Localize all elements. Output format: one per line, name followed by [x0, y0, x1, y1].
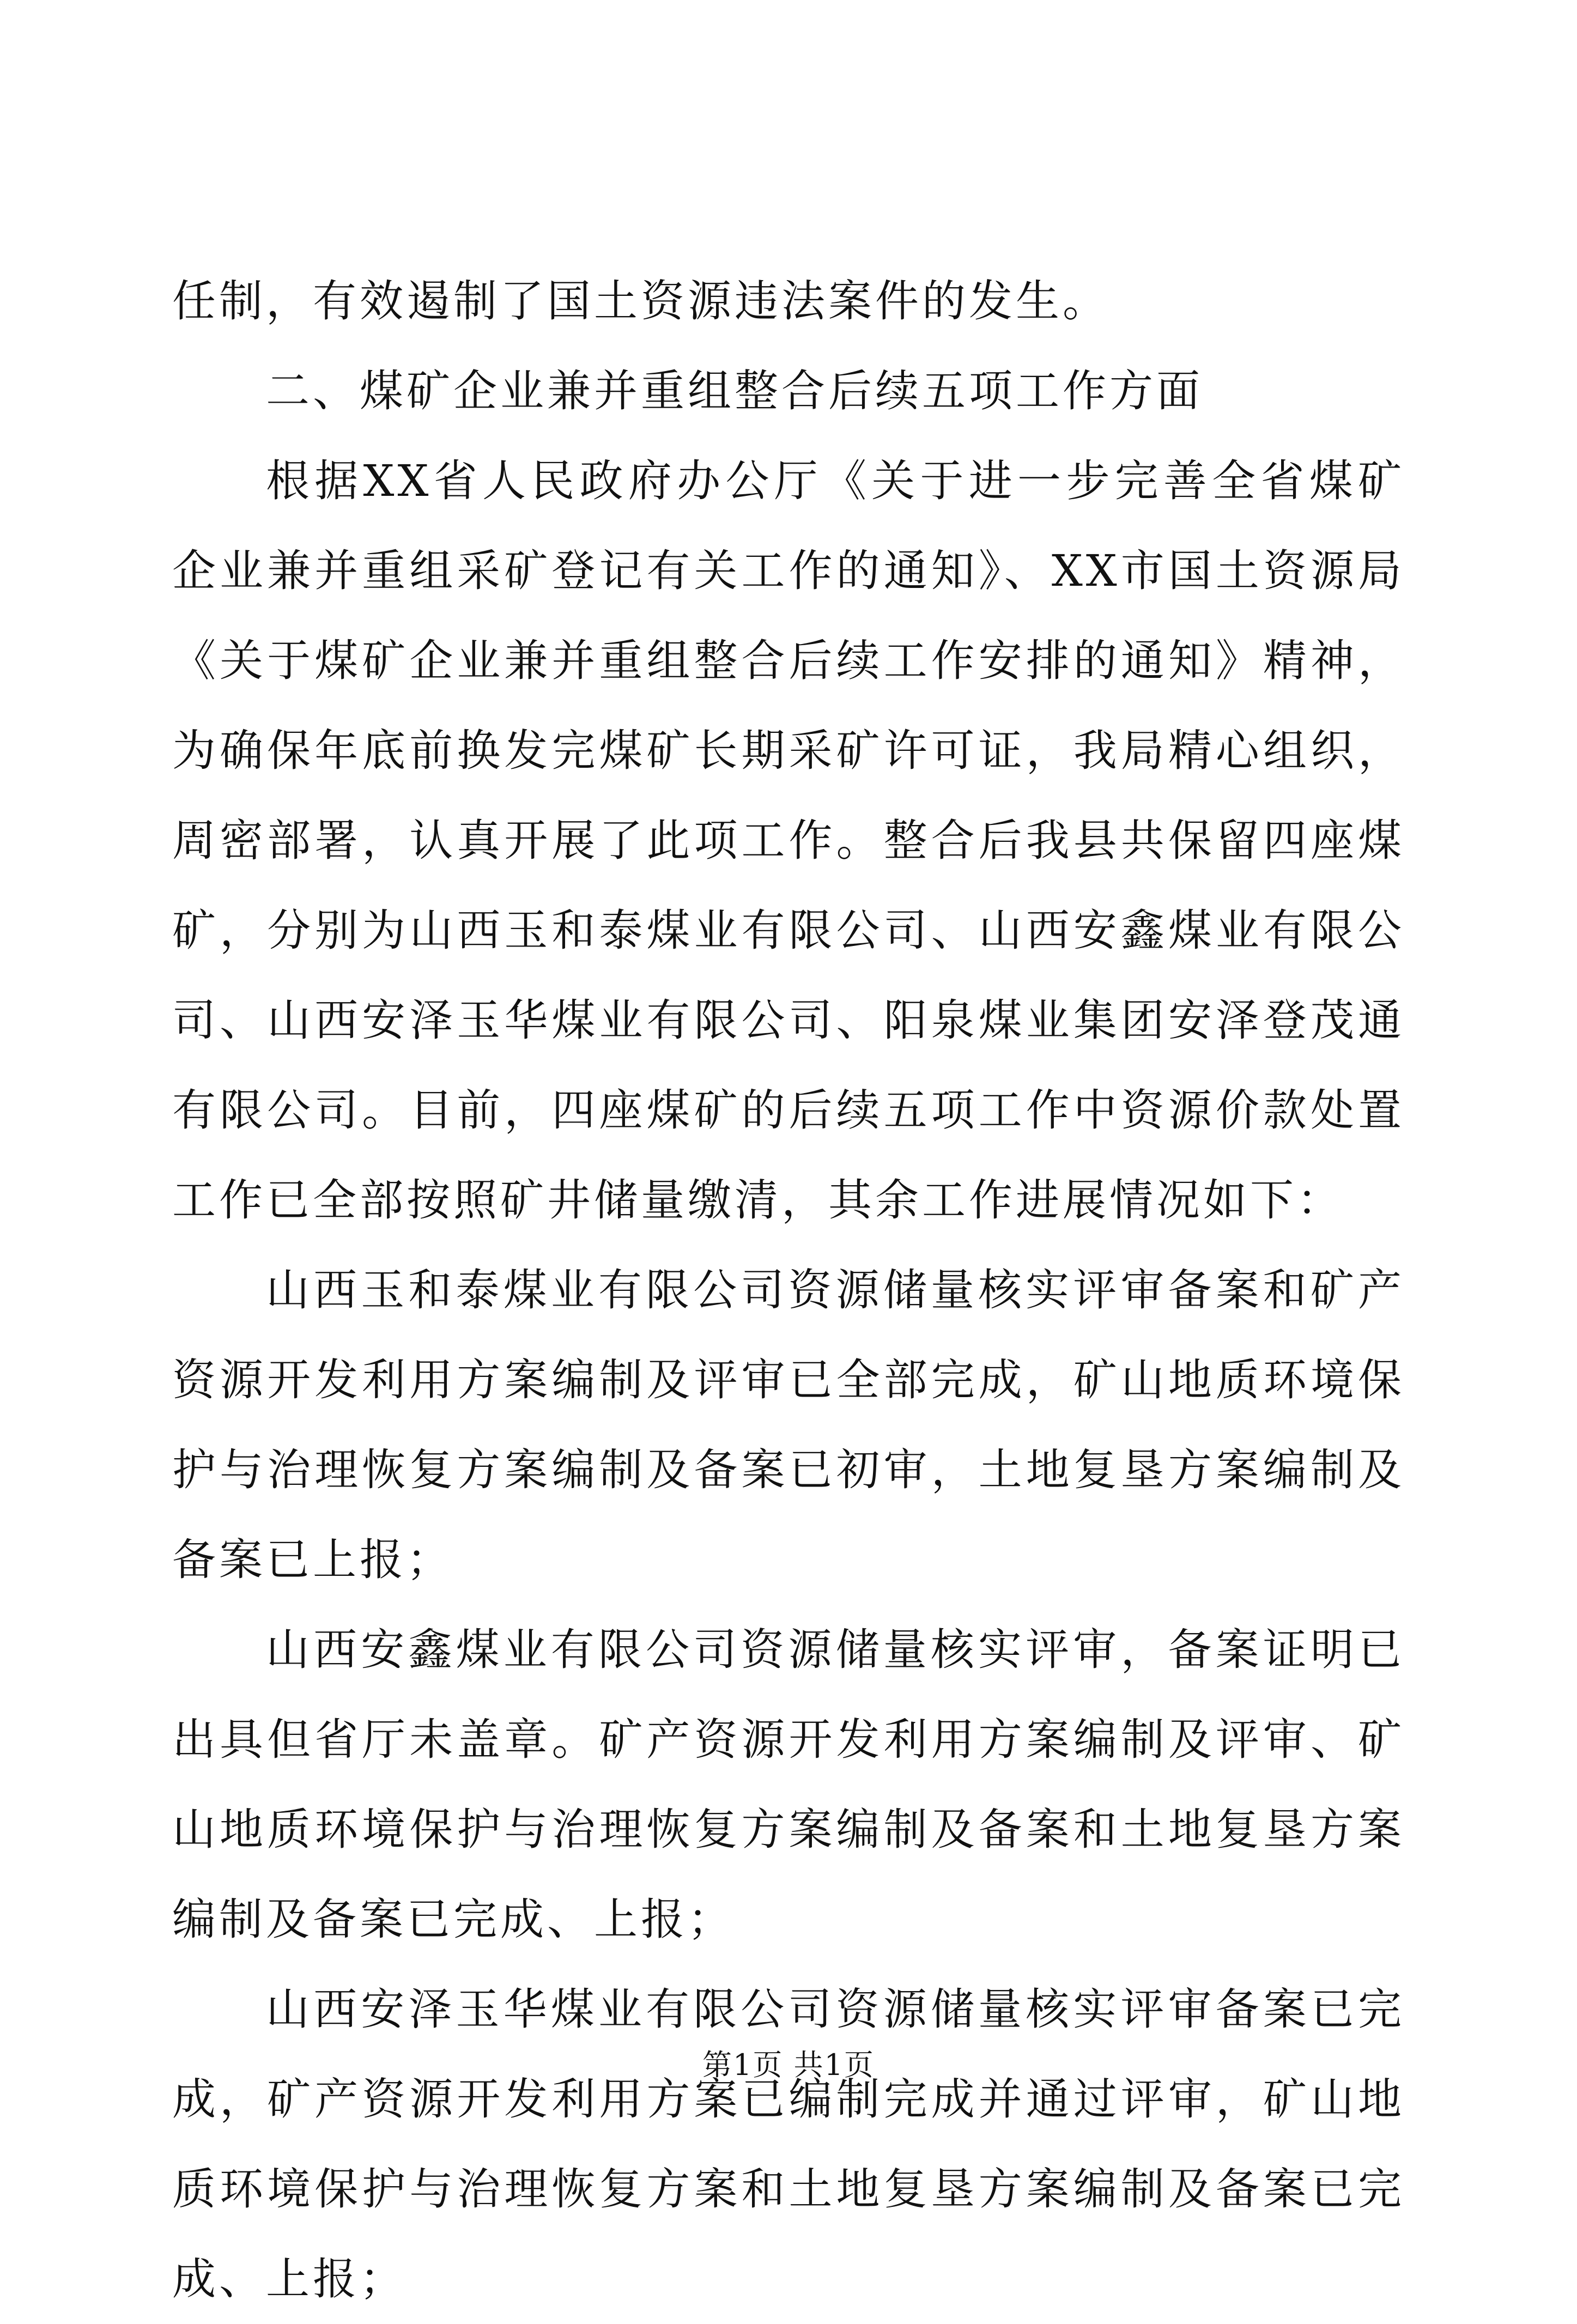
paragraph-continuation: 任制，有效遏制了国土资源违法案件的发生。: [172, 276, 1109, 326]
paragraph-yuhetai: 山西玉和泰煤业有限公司资源储量核实评审备案和矿产资源开发利用方案编制及评审已全部完成，矿山地质环境保护与治理恢复方案编制及备案已初审，土地复垦方案编制及备案已上报；: [172, 1265, 1405, 1585]
document-body: [172, 256, 1405, 2324]
paragraph-overview: 根据XX省人民政府办公厅《关于进一步完善全省煤矿企业兼并重组采矿登记有关工作的通知》、XX市国土资源局《关于煤矿企业兼并重组整合后续工作安排的通知》精神，为确保年底前换发完煤矿长期采矿许可证，我局精心组织，周密部署，认真开展了此项工作。整合后我县共保留四座煤矿，分别为山西玉和泰煤业有限公司、山西安鑫煤业有限公司、山西安泽玉华煤业有限公司、阳泉煤业集团安泽登茂通有限公司。目前，四座煤矿的后续五项工作中资源价款处置工作已全部按照矿井储量缴清，其余工作进展情况如下：: [172, 456, 1405, 1225]
page-footer: 第1页 共1页: [702, 2048, 875, 2082]
paragraph-anxin: 山西安鑫煤业有限公司资源储量核实评审，备案证明已出具但省厅未盖章。矿产资源开发利用方案编制及评审、矿山地质环境保护与治理恢复方案编制及备案和土地复垦方案编制及备案已完成、上报；: [172, 1624, 1405, 1945]
paragraph-anze-yuhua: 山西安泽玉华煤业有限公司资源储量核实评审备案已完成，矿产资源开发利用方案已编制完成并通过评审，矿山地质环境保护与治理恢复方案和土地复垦方案编制及备案已完成、上报；: [172, 1984, 1405, 2304]
section-heading: 二、煤矿企业兼并重组整合后续五项工作方面: [266, 366, 1203, 416]
